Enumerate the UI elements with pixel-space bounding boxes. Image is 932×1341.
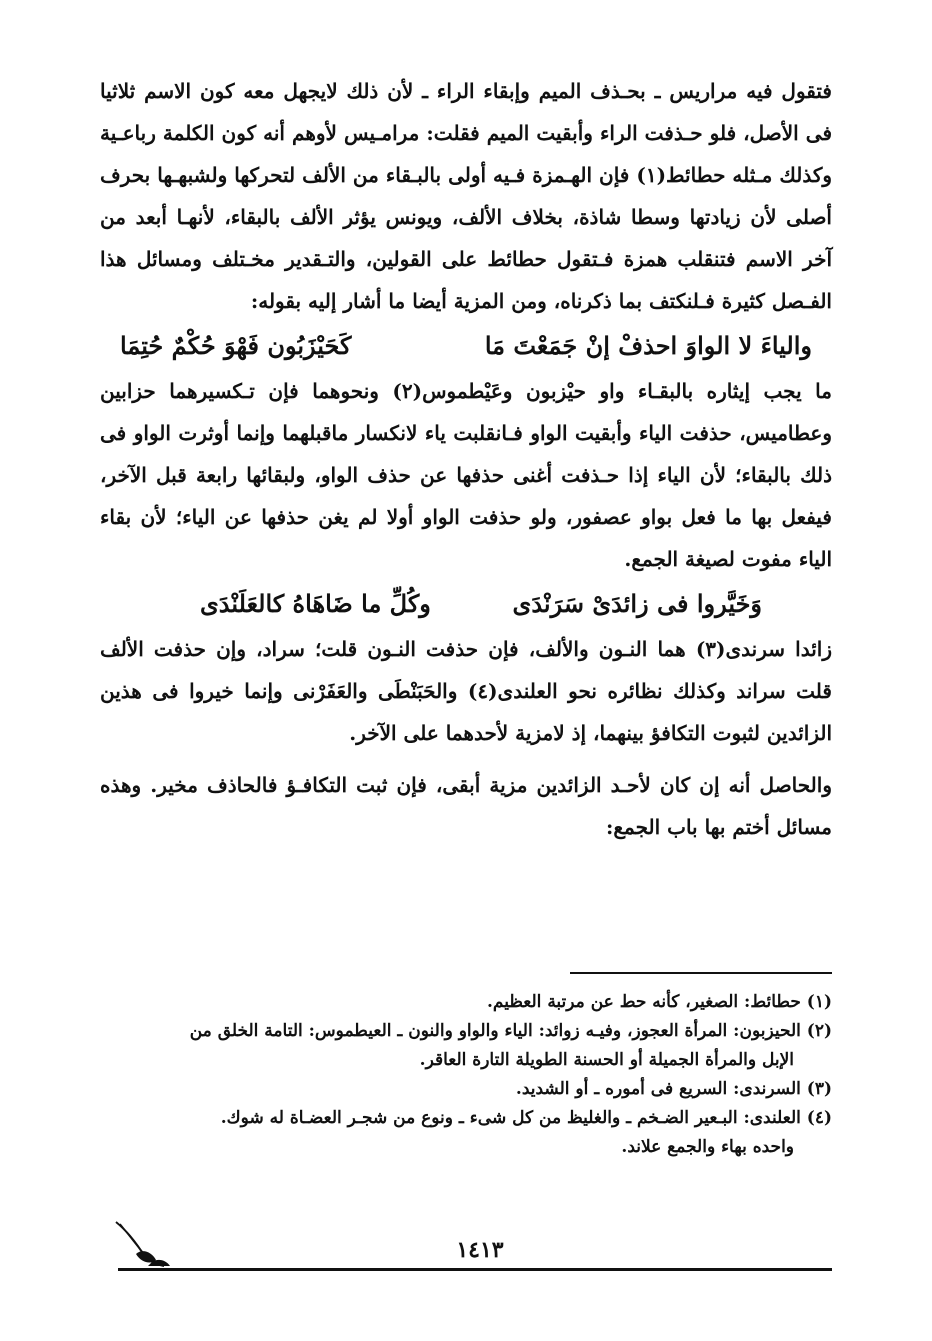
footnote-2: [100, 1017, 832, 1075]
verse-2-first-hemistich: وَخَيَّروا فى زائدَىْ سَرَنْدَى: [512, 589, 762, 618]
paragraph-4: والحاصل أنه إن كان لأحـد الزائدين مزية أبقى، فإن ثبت التكافـؤ فالحاذف مخير. وهذه مسائل أختم بها باب الجمع:: [100, 773, 832, 839]
footnote-separator: [570, 972, 832, 974]
paragraph-1: فتقول فيه مراريس ـ بحـذف الميم وإبقاء الراء ـ لأن ذلك لايجهل معه كون الاسم ثلاثيا فى الأصل، فلو حـذفت الراء وأبقيت الميم فقلت: مرامـيس لأوهم أنه كون الكلمة رباعـية وكذلك مـثله حطائط(١) فإن الهـمزة فـيه أولى بالبـقاء من الألف لتحركها ولشبهـها بحرف أصلى لأن زيادتها وسطا شاذة، بخلاف الألف، ويونس يؤثر الألف بالبقاء، لأنهـا أبعد من آخر الاسم فتنقلب همزة فـتقول حطائط على القولين، والتـقدير مخـتلف ومسائل هذا الفـصل كثيرة فـلنكتف بما ذكرناه، ومن المزية أيضا ما أشار إليه بقوله:: [100, 79, 832, 313]
footnote-4-line-2: واحده بهاء والجمع علاند.: [621, 1137, 794, 1157]
paragraph-2: ما يجب إيثاره بالبقـاء واو حيْزبون وعَيْطموس(٢) ونحوهما فإن تـكسيرهما حزابين وعطاميس، حذفت الياء وأبقيت الواو فـانقلبت ياء لانكسار ماقبلهما وإنما أوثرت الواو فى ذلك بالبقاء؛ لأن الياء إذا حـذفت أغنى حذفها عن حذف الواو، ولبقائها رابعة قبل الآخر، فيفعل بها ما فعل بواو عصفور، ولو حذفت الواو أولا لم يغن حذفها عن الياء؛ لأن بقاء الياء مفوت لصيغة الجمع.: [100, 379, 832, 571]
footnote-2-line-1: (٢) الحيزبون: المرأة العجوز، وفيـه زوائد: الياء والواو والنون ـ العيطموس: التامة الخلق من: [189, 1021, 832, 1041]
footnote-1: (١) حطائط: الصغير، كأنه حط عن مرتبة العظيم.: [486, 992, 832, 1012]
footnote-4: [100, 1104, 832, 1162]
footer-rule: [118, 1268, 832, 1271]
footnote-4-line-1: (٤) العلندى: البـعير الضـخم ـ والغليظ من كل شىء ـ ونوع من شجـر العضـاة له شوك.: [220, 1108, 832, 1128]
page-number: ١٤١٣: [456, 1237, 504, 1263]
footnotes: [100, 988, 832, 1162]
verse-2: [100, 580, 832, 628]
verse-1: [100, 322, 832, 370]
verse-2-second-hemistich: وكُلِّ ما ضَاهَاهُ كالعَلَنْدَى: [200, 589, 431, 618]
footnote-2-line-2: الإبل والمرأة الجميلة أو الحسنة الطويلة التارة العاقر.: [419, 1050, 794, 1070]
footnote-3: (٣) السرندى: السريع فى أموره ـ أو الشديد.: [515, 1079, 832, 1099]
verse-1-second-hemistich: كَحَيْزَبُون فَهْوَ حُكْمٌ حُتِمَا: [120, 331, 352, 360]
verse-1-first-hemistich: والياءَ لا الواوَ احذفْ إنْ جَمَعْتَ مَا: [484, 331, 812, 360]
paragraph-3: زائدا سرندى(٣) هما النـون والألف، فإن حذفت النـون قلت؛ سراد، وإن حذفت الألف قلت سراند وكذلك نظائره نحو العلندى(٤) والحَبَنْطَى والعَفَرْنى وإنما خيروا فى هذين الزائدين لثبوت التكافؤ بينهما، إذ لامزية لأحدهما على الآخر.: [100, 637, 832, 745]
quill-pen-icon: [112, 1218, 174, 1270]
